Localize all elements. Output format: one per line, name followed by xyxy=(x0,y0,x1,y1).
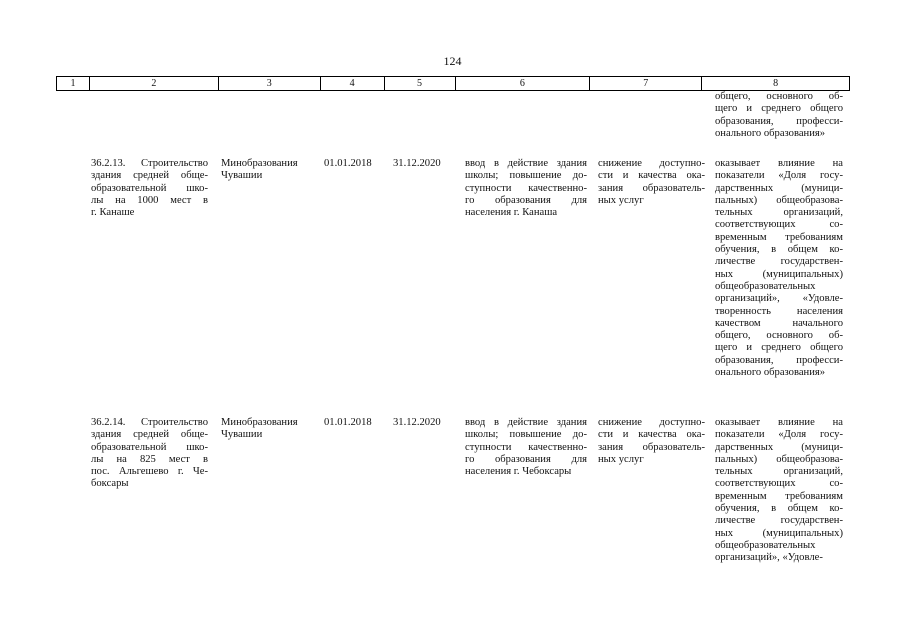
text-line: пос. Альгешево г. Че- xyxy=(91,466,208,478)
text-line: ных услуг xyxy=(598,194,644,206)
text-line: онального образования» xyxy=(715,367,826,379)
text-line: ввод в действие здания xyxy=(465,158,587,169)
end-date: 31.12.2020 xyxy=(393,158,441,169)
column-header-6: 6 xyxy=(456,77,591,90)
text-line: ввод в действие здания xyxy=(465,417,587,428)
text-line: ных (муниципальных) xyxy=(715,527,843,539)
measure-name xyxy=(91,158,208,219)
text-line: снижение доступно- xyxy=(598,158,705,169)
column-header-3: 3 xyxy=(219,77,321,90)
text-line: соответствующих со- xyxy=(715,219,843,231)
text-line: школы; повышение до- xyxy=(465,170,587,182)
text-line: здания средней обще- xyxy=(91,170,208,182)
column-header-2: 2 xyxy=(90,77,219,90)
continued-impact-text xyxy=(715,91,843,140)
page-number: 124 xyxy=(443,54,462,68)
text-line: оказывает влияние на xyxy=(715,417,843,428)
text-line: онального образования» xyxy=(715,127,826,139)
text-line: показатели «Доля госу- xyxy=(715,170,843,182)
text-line: общего, основного об- xyxy=(715,330,843,342)
text-line: обучения, в общем ко- xyxy=(715,503,843,515)
text-line: образования, професси- xyxy=(715,354,843,366)
text-line: ных (муниципальных) xyxy=(715,268,843,280)
text-line: личестве государствен- xyxy=(715,515,843,527)
text-line: временным требованиям xyxy=(715,231,843,243)
text-line: ступности качественно- xyxy=(465,441,587,453)
consequences xyxy=(598,417,705,466)
expected-result xyxy=(465,417,587,478)
text-line: организаций», «Удовле- xyxy=(715,552,823,564)
text-line: лы на 1000 мест в xyxy=(91,194,208,206)
text-line: боксары xyxy=(91,478,129,490)
text-line: школы; повышение до- xyxy=(465,429,587,441)
text-line: тельных организаций, xyxy=(715,466,843,478)
text-line: Минобразования xyxy=(221,158,298,169)
text-line: зания образователь- xyxy=(598,441,705,453)
column-header-row xyxy=(56,76,850,91)
executor xyxy=(221,417,315,442)
text-line: ных услуг xyxy=(598,453,644,465)
text-line: населения г. Чебоксары xyxy=(465,466,572,478)
end-date: 31.12.2020 xyxy=(393,417,441,428)
text-line: щего и среднего общего xyxy=(715,342,843,354)
column-header-8: 8 xyxy=(702,77,850,90)
column-header-4: 4 xyxy=(321,77,385,90)
plan-table xyxy=(56,76,850,564)
text-line: сти и качества ока- xyxy=(598,429,705,441)
text-line: щего и среднего общего xyxy=(715,103,843,115)
text-line: обучения, в общем ко- xyxy=(715,244,843,256)
text-line: образовательной шко- xyxy=(91,441,208,453)
text-line: личестве государствен- xyxy=(715,256,843,268)
text-line: оказывает влияние на xyxy=(715,158,843,169)
expected-result xyxy=(465,158,587,219)
start-date: 01.01.2018 xyxy=(324,158,372,169)
text-line: качеством начального xyxy=(715,317,843,329)
text-line: 36.2.14. Строительство xyxy=(91,417,208,428)
text-line: Чувашии xyxy=(221,170,263,182)
text-line: организаций», «Удовле- xyxy=(715,293,843,305)
text-line: го образования для xyxy=(465,194,587,206)
text-line: временным требованиям xyxy=(715,490,843,502)
text-line: зания образователь- xyxy=(598,182,705,194)
text-line: показатели «Доля госу- xyxy=(715,429,843,441)
column-header-1: 1 xyxy=(56,77,90,90)
text-line: пальных) общеобразова- xyxy=(715,194,843,206)
text-line: лы на 825 мест в xyxy=(91,453,208,465)
text-line: Чувашии xyxy=(221,429,263,441)
consequences xyxy=(598,158,705,207)
text-line: ступности качественно- xyxy=(465,182,587,194)
executor xyxy=(221,158,315,183)
text-line: населения г. Канаша xyxy=(465,207,558,219)
text-line: здания средней обще- xyxy=(91,429,208,441)
text-line: образования, професси- xyxy=(715,115,843,127)
text-line: 36.2.13. Строительство xyxy=(91,158,208,169)
text-line: соответствующих со- xyxy=(715,478,843,490)
text-line: общеобразовательных xyxy=(715,280,816,292)
measure-name xyxy=(91,417,208,491)
text-line: Минобразования xyxy=(221,417,298,428)
column-header-7: 7 xyxy=(590,77,702,90)
text-line: го образования для xyxy=(465,453,587,465)
indicator-impact xyxy=(715,417,843,565)
text-line: тельных организаций, xyxy=(715,207,843,219)
text-line: дарственных (муници- xyxy=(715,441,843,453)
text-line: общеобразовательных xyxy=(715,539,816,551)
text-line: общего, основного об- xyxy=(715,91,843,102)
text-line: пальных) общеобразова- xyxy=(715,453,843,465)
text-line: творенность населения xyxy=(715,305,843,317)
column-header-5: 5 xyxy=(385,77,456,90)
text-line: сти и качества ока- xyxy=(598,170,705,182)
text-line: г. Канаше xyxy=(91,207,135,219)
indicator-impact xyxy=(715,158,843,379)
text-line: снижение доступно- xyxy=(598,417,705,428)
text-line: образовательной шко- xyxy=(91,182,208,194)
text-line: дарственных (муници- xyxy=(715,182,843,194)
start-date: 01.01.2018 xyxy=(324,417,372,428)
